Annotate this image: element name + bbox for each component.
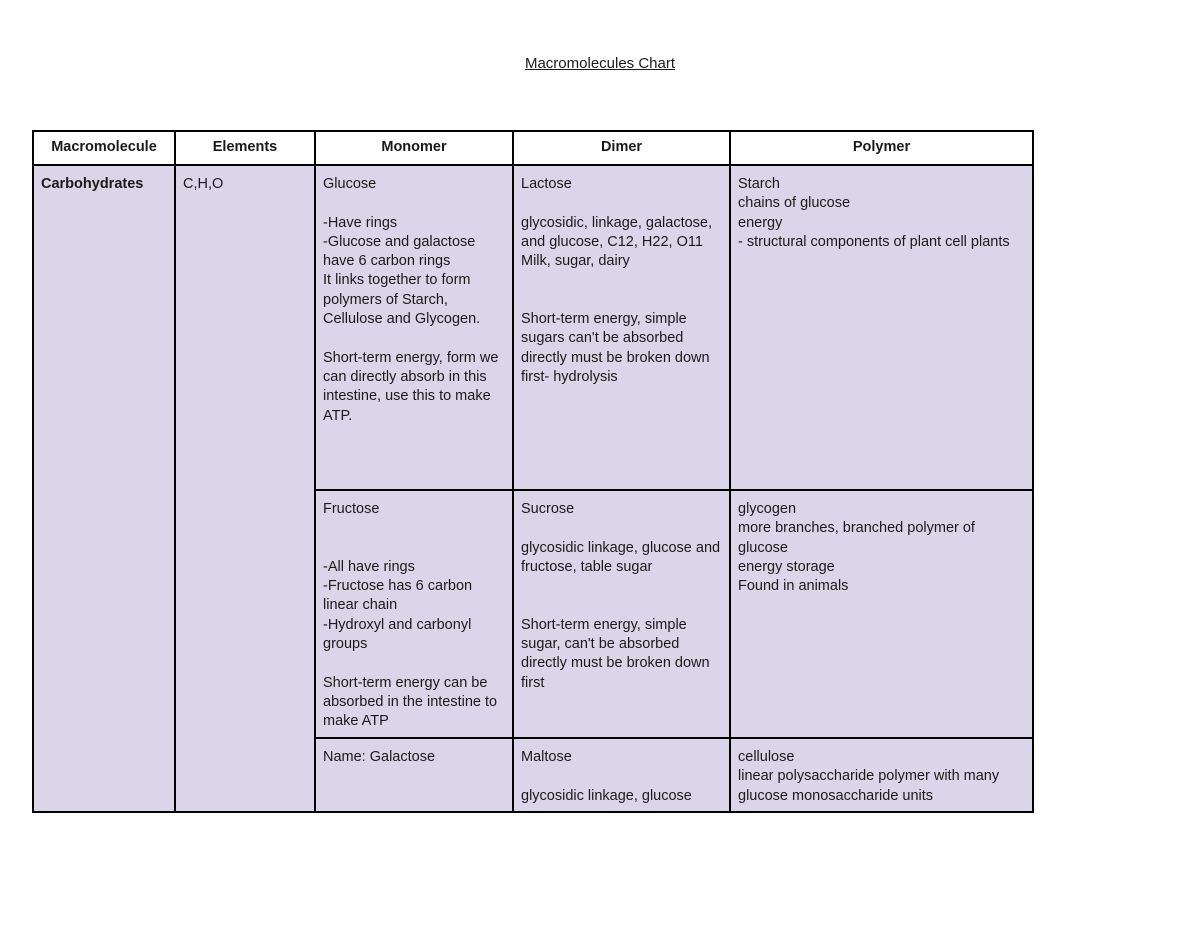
header-dimer: Dimer xyxy=(513,131,730,165)
macromolecules-table xyxy=(32,130,1034,813)
polymer-cell: glycogen more branches, branched polymer of glucose energy storage Found in animals xyxy=(730,490,1033,738)
dimer-cell: Maltose glycosidic linkage, glucose xyxy=(513,738,730,812)
page-title: Macromolecules Chart xyxy=(524,55,676,72)
header-macromolecule: Macromolecule xyxy=(33,131,175,165)
dimer-cell: Sucrose glycosidic linkage, glucose and fructose, table sugar Short-term energy, simple sugar, can't be absorbed directly must be broken down first xyxy=(513,490,730,738)
table-header-row xyxy=(33,131,1033,165)
monomer-cell: Name: Galactose xyxy=(315,738,513,812)
table-row xyxy=(33,165,1033,490)
monomer-cell: Fructose -All have rings -Fructose has 6 carbon linear chain -Hydroxyl and carbonyl groups Short-term energy can be absorbed in the intestine to make ATP xyxy=(315,490,513,738)
elements-cell: C,H,O xyxy=(175,165,315,812)
polymer-cell: Starch chains of glucose energy - structural components of plant cell plants xyxy=(730,165,1033,490)
header-polymer: Polymer xyxy=(730,131,1033,165)
header-elements: Elements xyxy=(175,131,315,165)
dimer-cell: Lactose glycosidic, linkage, galactose, and glucose, C12, H22, O11 Milk, sugar, dairy Short-term energy, simple sugars can't be absorbed directly must be broken down first- hydrolysis xyxy=(513,165,730,490)
polymer-cell: cellulose linear polysaccharide polymer with many glucose monosaccharide units xyxy=(730,738,1033,812)
header-monomer: Monomer xyxy=(315,131,513,165)
macromolecule-cell: Carbohydrates xyxy=(33,165,175,812)
monomer-cell: Glucose -Have rings -Glucose and galactose have 6 carbon rings It links together to form polymers of Starch, Cellulose and Glycogen. Short-term energy, form we can directly absorb in this intestine, use this to make ATP. xyxy=(315,165,513,490)
